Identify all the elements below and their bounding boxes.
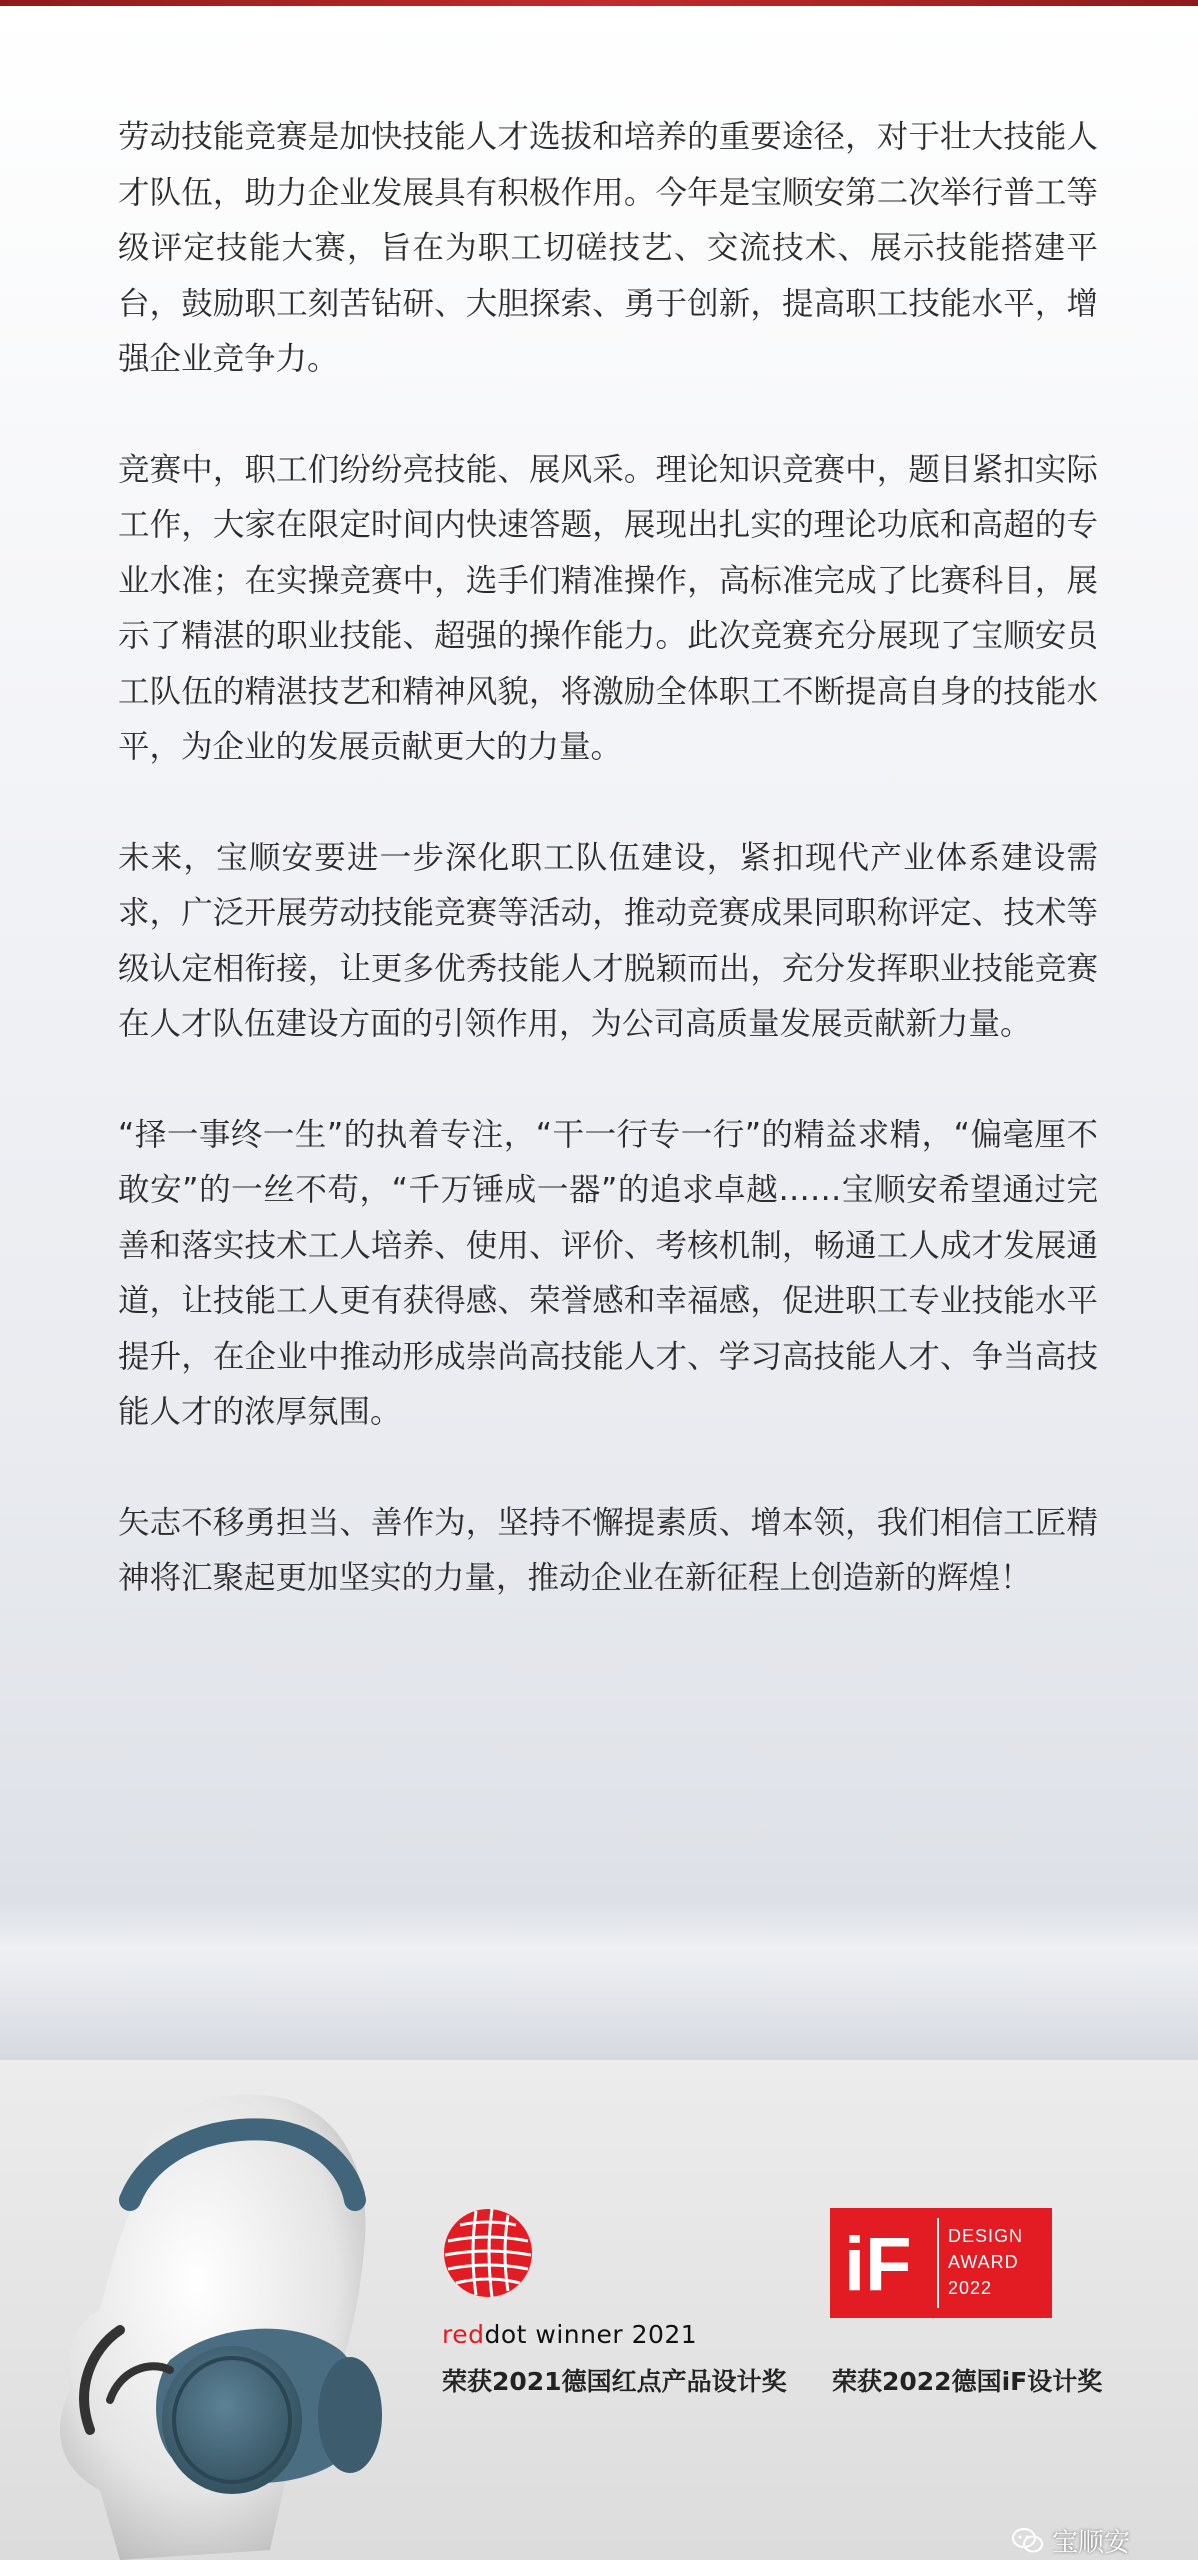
if-design-award-logo-icon — [830, 2208, 1052, 2318]
respirator-mask-illustration — [20, 2070, 460, 2560]
wechat-account-name: 宝顺安 — [1052, 2528, 1131, 2558]
reddot-logo-icon — [440, 2205, 536, 2301]
article-paragraph-3: 未来，宝顺安要进一步深化职工队伍建设，紧扣现代产业体系建设需求，广泛开展劳动技能竞赛等活动，推动竞赛成果同职称评定、技术等级认定相衔接，让更多优秀技能人才脱颖而出，充分发挥职业技能竞赛在人才队伍建设方面的引领作用，为公司高质量发展贡献新力量。 — [118, 839, 1098, 1042]
if-line2: AWARD — [948, 2252, 1019, 2272]
article-paragraph-2: 竞赛中，职工们纷纷亮技能、展风采。理论知识竞赛中，题目紧扣实际工作，大家在限定时间内快速答题，展现出扎实的理论功底和高超的专业水准；在实操竞赛中，选手们精准操作，高标准完成了比赛科目，展示了精湛的职业技能、超强的操作能力。此次竞赛充分展现了宝顺安员工队伍的精湛技艺和精神风貌，将激励全体职工不断提高自身的技能水平，为企业的发展贡献更大的力量。 — [118, 451, 1098, 765]
wechat-account-watermark — [1012, 2522, 1130, 2559]
reddot-winner-year: winner 2021 — [526, 2320, 698, 2349]
if-line1: DESIGN — [948, 2226, 1024, 2246]
if-award-label: 荣获2022德国iF设计奖 — [832, 2367, 1103, 2396]
article-paragraph-1: 劳动技能竞赛是加快技能人才选拔和培养的重要途径，对于壮大技能人才队伍，助力企业发展具有积极作用。今年是宝顺安第二次举行普工等级评定技能大赛，旨在为职工切磋技艺、交流技术、展示技能搭建平台，鼓励职工刻苦钻研、大胆探索、勇于创新，提高职工技能水平，增强企业竞争力。 — [118, 119, 1098, 377]
wechat-icon — [1012, 2528, 1044, 2554]
reddot-award-label: 荣获2021德国红点产品设计奖 — [442, 2367, 787, 2396]
reddot-dot-text: dot — [484, 2320, 527, 2349]
article-body — [118, 110, 1098, 1662]
article-paragraph-5: 矢志不移勇担当、善作为，坚持不懈提素质、增本领，我们相信工匠精神将汇聚起更加坚实的力量，推动企业在新征程上创造新的辉煌！ — [118, 1504, 1098, 1596]
floor-reflection — [0, 1900, 1198, 2060]
if-letters: iF — [844, 2222, 912, 2307]
if-line3: 2022 — [948, 2278, 993, 2298]
article-paragraph-4: “择一事终一生”的执着专注，“干一行专一行”的精益求精，“偏毫厘不敢安”的一丝不苟，“千万锤成一器”的追求卓越……宝顺安希望通过完善和落实技术工人培养、使用、评价、考核机制，畅通工人成才发展通道，让技能工人更有获得感、荣誉感和幸福感，促进职工专业技能水平提升，在企业中推动形成崇尚高技能人才、学习高技能人才、争当高技能人才的浓厚氛围。 — [118, 1116, 1098, 1430]
reddot-red-text: red — [442, 2320, 485, 2349]
reddot-winner-caption — [442, 2320, 697, 2349]
